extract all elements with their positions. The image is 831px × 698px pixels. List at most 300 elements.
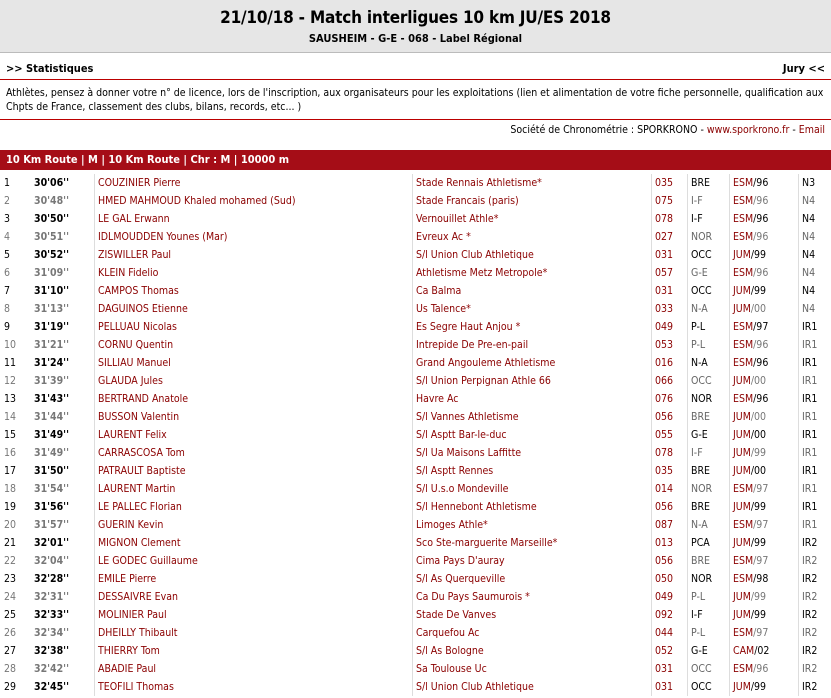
rank-cell: 7 xyxy=(4,285,11,297)
athlete-name-link[interactable]: ZISWILLER Paul xyxy=(95,246,413,264)
athlete-name-link[interactable]: CORNU Quentin xyxy=(95,336,413,354)
ligue-cell: OCC xyxy=(688,282,730,300)
time-cell: 31'24'' xyxy=(34,357,69,369)
club-link[interactable]: S/l Union Perpignan Athle 66 xyxy=(413,372,652,390)
rank-cell: 27 xyxy=(4,645,17,657)
category-cell xyxy=(730,624,799,642)
level-cell: IR1 xyxy=(799,372,831,390)
category-link[interactable]: ESM xyxy=(733,627,754,639)
rank-cell: 1 xyxy=(4,177,11,189)
time-cell: 31'49'' xyxy=(34,447,69,459)
department-link[interactable]: 078 xyxy=(652,210,688,228)
rank-cell: 21 xyxy=(4,537,17,549)
department-link[interactable]: 076 xyxy=(652,390,688,408)
department-link[interactable]: 035 xyxy=(652,462,688,480)
birth-year: /99 xyxy=(750,447,767,459)
ligue-cell: OCC xyxy=(688,246,730,264)
athlete-name-link[interactable]: ABADIE Paul xyxy=(95,660,413,678)
table-row xyxy=(0,390,831,408)
category-link[interactable]: ESM xyxy=(733,573,754,585)
ligue-cell: I-F xyxy=(688,210,730,228)
level-cell: IR1 xyxy=(799,480,831,498)
level-cell: N4 xyxy=(799,282,831,300)
level-cell: N3 xyxy=(799,174,831,192)
category-cell xyxy=(730,444,799,462)
level-cell: N4 xyxy=(799,300,831,318)
birth-year: /00 xyxy=(750,465,767,477)
ligue-cell: BRE xyxy=(688,174,730,192)
club-link[interactable]: Us Talence* xyxy=(413,300,652,318)
category-cell xyxy=(730,192,799,210)
category-cell xyxy=(730,228,799,246)
level-cell: IR2 xyxy=(799,534,831,552)
athlete-name-link[interactable]: PELLUAU Nicolas xyxy=(95,318,413,336)
time-cell: 32'33'' xyxy=(34,609,69,621)
category-link[interactable]: JUM xyxy=(733,501,751,513)
club-link[interactable]: S/l As Bologne xyxy=(413,642,652,660)
department-link[interactable]: 014 xyxy=(652,480,688,498)
club-link[interactable]: Grand Angouleme Athletisme xyxy=(413,354,652,372)
level-cell: IR1 xyxy=(799,336,831,354)
department-link[interactable]: 044 xyxy=(652,624,688,642)
time-cell: 31'57'' xyxy=(34,519,69,531)
ligue-cell: P-L xyxy=(688,318,730,336)
club-link[interactable]: Carquefou Ac xyxy=(413,624,652,642)
birth-year: /02 xyxy=(754,645,770,657)
ligue-cell: BRE xyxy=(688,462,730,480)
department-link[interactable]: 035 xyxy=(652,174,688,192)
club-link[interactable]: S/l Union Club Athletique xyxy=(413,246,652,264)
category-link[interactable]: ESM xyxy=(733,213,754,225)
category-cell xyxy=(730,354,799,372)
table-row xyxy=(0,372,831,390)
category-cell xyxy=(730,570,799,588)
department-link[interactable]: 033 xyxy=(652,300,688,318)
ligue-cell: N-A xyxy=(688,516,730,534)
category-link[interactable]: ESM xyxy=(733,177,754,189)
birth-year: /96 xyxy=(753,267,769,279)
birth-year: /00 xyxy=(750,411,767,423)
rank-cell: 9 xyxy=(4,321,11,333)
category-link[interactable]: JUM xyxy=(733,537,751,549)
level-cell: IR2 xyxy=(799,606,831,624)
chrono-sep: - xyxy=(789,124,799,136)
time-cell: 31'10'' xyxy=(34,285,69,297)
club-link[interactable]: Es Segre Haut Anjou * xyxy=(413,318,652,336)
rank-cell: 26 xyxy=(4,627,17,639)
club-link[interactable]: S/l Hennebont Athletisme xyxy=(413,498,652,516)
ligue-cell: NOR xyxy=(688,228,730,246)
table-row xyxy=(0,246,831,264)
level-cell: IR1 xyxy=(799,390,831,408)
athlete-name-link[interactable]: DAGUINOS Etienne xyxy=(95,300,413,318)
department-link[interactable]: 056 xyxy=(652,498,688,516)
table-row xyxy=(0,660,831,678)
category-cell xyxy=(730,210,799,228)
department-link[interactable]: 055 xyxy=(652,426,688,444)
level-cell: N4 xyxy=(799,228,831,246)
birth-year: /99 xyxy=(750,681,767,693)
rank-cell: 29 xyxy=(4,681,17,693)
level-cell: IR2 xyxy=(799,552,831,570)
time-cell: 31'21'' xyxy=(34,339,69,351)
table-row xyxy=(0,624,831,642)
birth-year: /99 xyxy=(750,609,767,621)
club-link[interactable]: Sco Ste-marguerite Marseille* xyxy=(413,534,652,552)
rank-cell: 10 xyxy=(4,339,17,351)
athlete-name-link[interactable]: MOLINIER Paul xyxy=(95,606,413,624)
category-cell xyxy=(730,534,799,552)
rank-cell: 3 xyxy=(4,213,11,225)
page-title: 21/10/18 - Match interligues 10 km JU/ES 2018 xyxy=(220,8,611,28)
club-link[interactable]: Athletisme Metz Metropole* xyxy=(413,264,652,282)
category-cell xyxy=(730,642,799,660)
category-cell xyxy=(730,246,799,264)
category-cell xyxy=(730,372,799,390)
table-row xyxy=(0,264,831,282)
rank-cell: 19 xyxy=(4,501,17,513)
athlete-name-link[interactable]: CAMPOS Thomas xyxy=(95,282,413,300)
level-cell: IR1 xyxy=(799,444,831,462)
athlete-name-link[interactable]: LE GAL Erwann xyxy=(95,210,413,228)
level-cell: IR1 xyxy=(799,354,831,372)
club-link[interactable]: Intrepide De Pre-en-pail xyxy=(413,336,652,354)
category-cell xyxy=(730,264,799,282)
club-link[interactable]: Havre Ac xyxy=(413,390,652,408)
table-row xyxy=(0,570,831,588)
birth-year: /99 xyxy=(750,537,767,549)
time-cell: 31'56'' xyxy=(34,501,69,513)
category-cell xyxy=(730,282,799,300)
race-header-bar: 10 Km Route | M | 10 Km Route | Chr : M | 10000 m xyxy=(0,150,831,170)
club-link[interactable]: Ca Balma xyxy=(413,282,652,300)
athlete-name-link[interactable]: SILLIAU Manuel xyxy=(95,354,413,372)
rank-cell: 4 xyxy=(4,231,11,243)
table-row xyxy=(0,336,831,354)
sporkrono-site-link[interactable]: www.sporkrono.fr xyxy=(706,124,790,136)
department-link[interactable]: 066 xyxy=(652,372,688,390)
rank-cell: 20 xyxy=(4,519,17,531)
level-cell: IR1 xyxy=(799,462,831,480)
table-row xyxy=(0,174,831,192)
department-link[interactable]: 092 xyxy=(652,606,688,624)
birth-year: /97 xyxy=(753,321,769,333)
results-table xyxy=(0,174,831,696)
club-link[interactable]: Sa Toulouse Uc xyxy=(413,660,652,678)
athlete-name-link[interactable]: LAURENT Martin xyxy=(95,480,413,498)
category-link[interactable]: JUM xyxy=(733,411,751,423)
birth-year: /99 xyxy=(750,249,767,261)
athlete-name-link[interactable]: GLAUDA Jules xyxy=(95,372,413,390)
time-cell: 31'43'' xyxy=(34,393,69,405)
athlete-name-link[interactable]: LAURENT Felix xyxy=(95,426,413,444)
time-cell: 32'31'' xyxy=(34,591,69,603)
ligue-cell: G-E xyxy=(688,264,730,282)
birth-year: /97 xyxy=(753,627,769,639)
rank-cell: 13 xyxy=(4,393,17,405)
club-link[interactable]: Stade Rennais Athletisme* xyxy=(413,174,652,192)
category-cell xyxy=(730,300,799,318)
category-link[interactable]: JUM xyxy=(733,465,751,477)
time-cell: 32'34'' xyxy=(34,627,69,639)
department-link[interactable]: 057 xyxy=(652,264,688,282)
level-cell: N4 xyxy=(799,264,831,282)
time-cell: 30'51'' xyxy=(34,231,69,243)
nav-bar xyxy=(0,53,831,80)
athlete-name-link[interactable]: TEOFILI Thomas xyxy=(95,678,413,696)
athlete-name-link[interactable]: KLEIN Fidelio xyxy=(95,264,413,282)
category-link[interactable]: JUM xyxy=(733,591,751,603)
category-link[interactable]: JUM xyxy=(733,609,751,621)
club-link[interactable]: S/l Asptt Rennes xyxy=(413,462,652,480)
table-row xyxy=(0,534,831,552)
birth-year: /96 xyxy=(753,231,769,243)
department-link[interactable]: 031 xyxy=(652,282,688,300)
department-link[interactable]: 050 xyxy=(652,570,688,588)
level-cell: N4 xyxy=(799,210,831,228)
birth-year: /00 xyxy=(750,429,767,441)
birth-year: /96 xyxy=(753,357,769,369)
table-row xyxy=(0,480,831,498)
rank-cell: 14 xyxy=(4,411,17,423)
time-cell: 30'50'' xyxy=(34,213,69,225)
time-cell: 31'49'' xyxy=(34,429,69,441)
athlete-name-link[interactable]: IDLMOUDDEN Younes (Mar) xyxy=(95,228,413,246)
category-link[interactable]: ESM xyxy=(733,555,754,567)
time-cell: 32'28'' xyxy=(34,573,69,585)
category-link[interactable]: JUM xyxy=(733,285,751,297)
club-link[interactable]: Ca Du Pays Saumurois * xyxy=(413,588,652,606)
athlete-name-link[interactable]: MIGNON Clement xyxy=(95,534,413,552)
ligue-cell: BRE xyxy=(688,408,730,426)
athlete-name-link[interactable]: LE PALLEC Florian xyxy=(95,498,413,516)
ligue-cell: N-A xyxy=(688,300,730,318)
table-row xyxy=(0,408,831,426)
ligue-cell: I-F xyxy=(688,444,730,462)
info-text: Athlètes, pensez à donner votre n° de licence, lors de l'inscription, aux organisateurs pour les exploitations (lien et alimentation de votre fiche personnelle, qualification aux Chpts de France, classement des clubs, bilans, records, etc... ) xyxy=(0,80,831,120)
department-link[interactable]: 056 xyxy=(652,408,688,426)
athlete-name-link[interactable]: DESSAIVRE Evan xyxy=(95,588,413,606)
email-link[interactable]: Email xyxy=(798,124,825,136)
club-link[interactable]: Limoges Athle* xyxy=(413,516,652,534)
category-cell xyxy=(730,588,799,606)
level-cell: IR2 xyxy=(799,642,831,660)
table-row xyxy=(0,300,831,318)
birth-year: /99 xyxy=(750,285,767,297)
time-cell: 31'19'' xyxy=(34,321,69,333)
category-cell xyxy=(730,462,799,480)
rank-cell: 15 xyxy=(4,429,17,441)
birth-year: /00 xyxy=(750,303,767,315)
category-link[interactable]: ESM xyxy=(733,339,754,351)
rank-cell: 2 xyxy=(4,195,11,207)
category-cell xyxy=(730,552,799,570)
birth-year: /98 xyxy=(753,573,769,585)
level-cell: IR1 xyxy=(799,408,831,426)
category-cell xyxy=(730,426,799,444)
category-link[interactable]: JUM xyxy=(733,303,751,315)
department-link[interactable]: 075 xyxy=(652,192,688,210)
level-cell: IR2 xyxy=(799,588,831,606)
department-link[interactable]: 027 xyxy=(652,228,688,246)
athlete-name-link[interactable]: HMED MAHMOUD Khaled mohamed (Sud) xyxy=(95,192,413,210)
category-link[interactable]: JUM xyxy=(733,249,751,261)
category-link[interactable]: ESM xyxy=(733,321,754,333)
ligue-cell: OCC xyxy=(688,678,730,696)
time-cell: 31'39'' xyxy=(34,375,69,387)
table-row xyxy=(0,678,831,696)
department-link[interactable]: 087 xyxy=(652,516,688,534)
athlete-name-link[interactable]: THIERRY Tom xyxy=(95,642,413,660)
club-link[interactable]: S/l Ua Maisons Laffitte xyxy=(413,444,652,462)
department-link[interactable]: 052 xyxy=(652,642,688,660)
athlete-name-link[interactable]: BERTRAND Anatole xyxy=(95,390,413,408)
table-row xyxy=(0,606,831,624)
club-link[interactable]: S/l Union Club Athletique xyxy=(413,678,652,696)
time-cell: 32'45'' xyxy=(34,681,69,693)
club-link[interactable]: Cima Pays D'auray xyxy=(413,552,652,570)
athlete-name-link[interactable]: LE GODEC Guillaume xyxy=(95,552,413,570)
table-row xyxy=(0,462,831,480)
birth-year: /99 xyxy=(750,591,767,603)
table-row xyxy=(0,516,831,534)
table-row xyxy=(0,282,831,300)
time-cell: 30'52'' xyxy=(34,249,69,261)
ligue-cell: BRE xyxy=(688,498,730,516)
time-cell: 32'38'' xyxy=(34,645,69,657)
club-link[interactable]: S/l Vannes Athletisme xyxy=(413,408,652,426)
ligue-cell: P-L xyxy=(688,336,730,354)
category-link[interactable]: ESM xyxy=(733,663,754,675)
table-row xyxy=(0,210,831,228)
time-cell: 32'04'' xyxy=(34,555,69,567)
club-link[interactable]: S/l As Querqueville xyxy=(413,570,652,588)
table-row xyxy=(0,642,831,660)
ligue-cell: OCC xyxy=(688,660,730,678)
category-cell xyxy=(730,498,799,516)
rank-cell: 16 xyxy=(4,447,17,459)
club-link[interactable]: Stade Francais (paris) xyxy=(413,192,652,210)
club-link[interactable]: Stade De Vanves xyxy=(413,606,652,624)
department-link[interactable]: 031 xyxy=(652,678,688,696)
department-link[interactable]: 013 xyxy=(652,534,688,552)
time-cell: 31'09'' xyxy=(34,267,69,279)
club-link[interactable]: S/l U.s.o Mondeville xyxy=(413,480,652,498)
department-link[interactable]: 056 xyxy=(652,552,688,570)
rank-cell: 22 xyxy=(4,555,17,567)
birth-year: /96 xyxy=(753,213,769,225)
department-link[interactable]: 049 xyxy=(652,588,688,606)
category-link[interactable]: JUM xyxy=(733,681,751,693)
statistics-link[interactable]: >> Statistiques xyxy=(6,62,94,75)
athlete-name-link[interactable]: DHEILLY Thibault xyxy=(95,624,413,642)
level-cell: IR2 xyxy=(799,660,831,678)
category-link[interactable]: ESM xyxy=(733,357,754,369)
birth-year: /96 xyxy=(753,393,769,405)
category-link[interactable]: JUM xyxy=(733,429,751,441)
ligue-cell: G-E xyxy=(688,642,730,660)
athlete-name-link[interactable]: COUZINIER Pierre xyxy=(95,174,413,192)
category-link[interactable]: ESM xyxy=(733,483,754,495)
rank-cell: 8 xyxy=(4,303,11,315)
category-link[interactable]: ESM xyxy=(733,195,754,207)
athlete-name-link[interactable]: PATRAULT Baptiste xyxy=(95,462,413,480)
rank-cell: 25 xyxy=(4,609,17,621)
category-link[interactable]: ESM xyxy=(733,231,754,243)
ligue-cell: NOR xyxy=(688,480,730,498)
table-row xyxy=(0,192,831,210)
athlete-name-link[interactable]: BUSSON Valentin xyxy=(95,408,413,426)
ligue-cell: I-F xyxy=(688,192,730,210)
club-link[interactable]: Evreux Ac * xyxy=(413,228,652,246)
level-cell: IR2 xyxy=(799,624,831,642)
club-link[interactable]: S/l Asptt Bar-le-duc xyxy=(413,426,652,444)
athlete-name-link[interactable]: EMILE Pierre xyxy=(95,570,413,588)
athlete-name-link[interactable]: CARRASCOSA Tom xyxy=(95,444,413,462)
rank-cell: 17 xyxy=(4,465,17,477)
category-cell xyxy=(730,660,799,678)
time-cell: 30'48'' xyxy=(34,195,69,207)
category-link[interactable]: JUM xyxy=(733,447,751,459)
athlete-name-link[interactable]: GUERIN Kevin xyxy=(95,516,413,534)
category-cell xyxy=(730,606,799,624)
club-link[interactable]: Vernouillet Athle* xyxy=(413,210,652,228)
category-cell xyxy=(730,408,799,426)
department-link[interactable]: 031 xyxy=(652,246,688,264)
category-cell xyxy=(730,174,799,192)
birth-year: /99 xyxy=(750,501,767,513)
page-subtitle: SAUSHEIM - G-E - 068 - Label Régional xyxy=(308,32,523,45)
category-link[interactable]: CAM xyxy=(733,645,755,657)
table-row xyxy=(0,588,831,606)
category-cell xyxy=(730,480,799,498)
table-row xyxy=(0,354,831,372)
level-cell: N4 xyxy=(799,192,831,210)
table-row xyxy=(0,498,831,516)
time-cell: 30'06'' xyxy=(34,177,69,189)
department-link[interactable]: 053 xyxy=(652,336,688,354)
department-link[interactable]: 078 xyxy=(652,444,688,462)
ligue-cell: NOR xyxy=(688,570,730,588)
level-cell: IR2 xyxy=(799,678,831,696)
time-cell: 31'13'' xyxy=(34,303,69,315)
category-link[interactable]: ESM xyxy=(733,267,754,279)
table-row xyxy=(0,444,831,462)
department-link[interactable]: 016 xyxy=(652,354,688,372)
ligue-cell: P-L xyxy=(688,624,730,642)
ligue-cell: BRE xyxy=(688,552,730,570)
chrono-prefix: Société de Chronométrie : SPORKRONO - xyxy=(510,124,707,136)
level-cell: IR2 xyxy=(799,570,831,588)
ligue-cell: NOR xyxy=(688,390,730,408)
category-cell xyxy=(730,678,799,696)
jury-link[interactable]: Jury << xyxy=(782,62,825,75)
category-link[interactable]: ESM xyxy=(733,393,754,405)
ligue-cell: G-E xyxy=(688,426,730,444)
category-link[interactable]: JUM xyxy=(733,375,751,387)
table-row xyxy=(0,552,831,570)
rank-cell: 5 xyxy=(4,249,11,261)
department-link[interactable]: 031 xyxy=(652,660,688,678)
level-cell: IR1 xyxy=(799,516,831,534)
time-cell: 31'54'' xyxy=(34,483,69,495)
category-link[interactable]: ESM xyxy=(733,519,754,531)
ligue-cell: OCC xyxy=(688,372,730,390)
chrono-credits xyxy=(0,120,831,144)
rank-cell: 18 xyxy=(4,483,17,495)
department-link[interactable]: 049 xyxy=(652,318,688,336)
rank-cell: 24 xyxy=(4,591,17,603)
